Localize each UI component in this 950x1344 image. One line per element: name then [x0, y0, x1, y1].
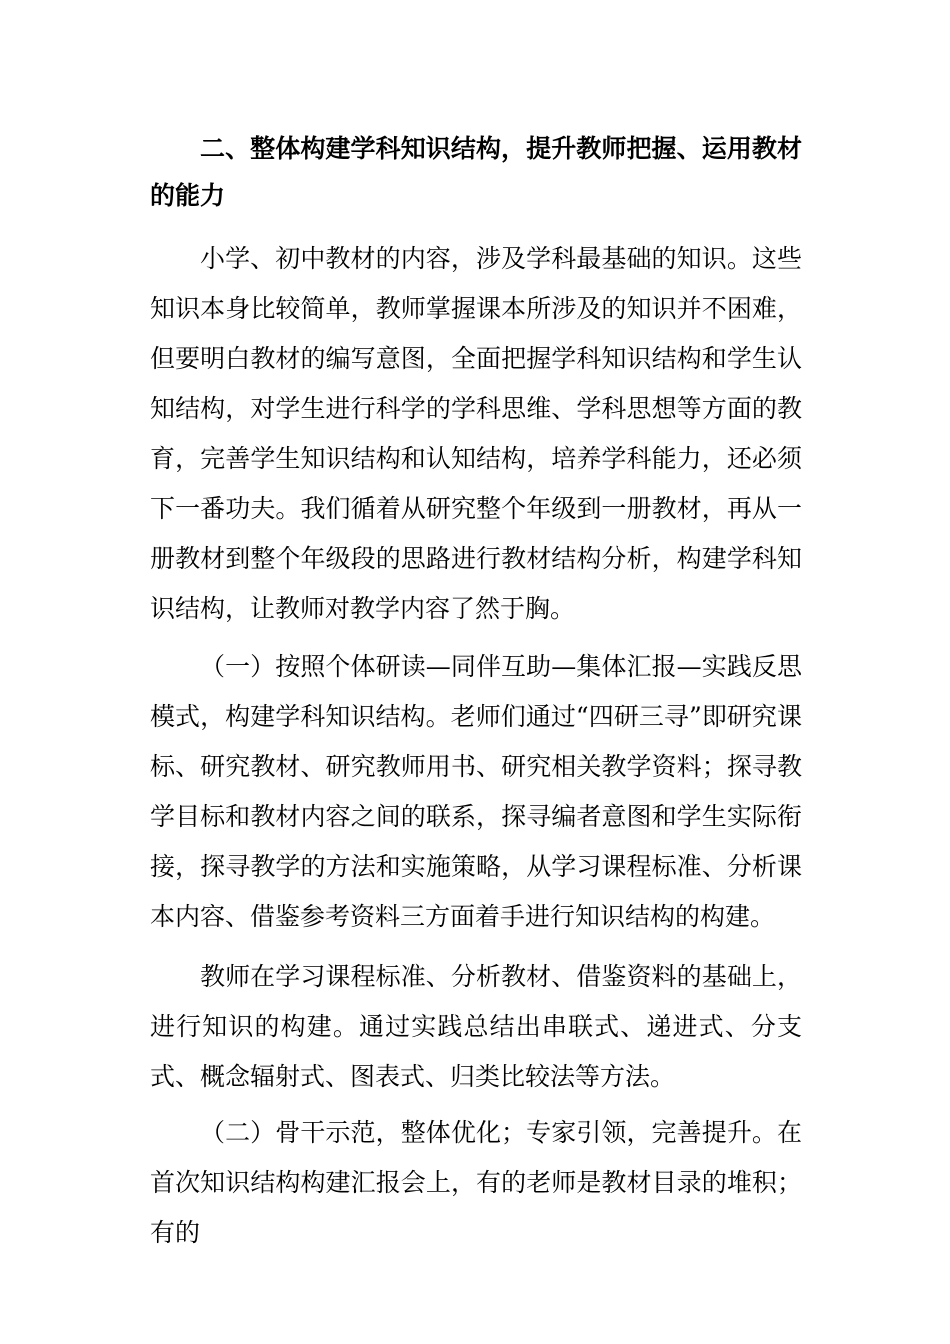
paragraph-method-two: （二）骨干示范，整体优化；专家引领，完善提升。在首次知识结构构建汇报会上，有的老师是教材目录的堆积；有的	[150, 1118, 802, 1247]
section-heading: 二、整体构建学科知识结构，提升教师把握、运用教材的能力	[150, 134, 802, 210]
paragraph-method-one: （一）按照个体研读—同伴互助—集体汇报—实践反思模式，构建学科知识结构。老师们通过“四研三寻”即研究课标、研究教材、研究教师用书、研究相关教学资料；探寻教学目标和教材内容之间的联系，探寻编者意图和学生实际衔接，探寻教学的方法和实施策略，从学习课程标准、分析课本内容、借鉴参考资料三方面着手进行知识结构的构建。	[150, 652, 802, 931]
paragraph-intro: 小学、初中教材的内容，涉及学科最基础的知识。这些知识本身比较简单，教师掌握课本所涉及的知识并不困难，但要明白教材的编写意图，全面把握学科知识结构和学生认知结构，对学生进行科学的学科思维、学科思想等方面的教育，完善学生知识结构和认知结构，培养学科能力，还必须下一番功夫。我们循着从研究整个年级到一册教材，再从一册教材到整个年级段的思路进行教材结构分析，构建学科知识结构，让教师对教学内容了然于胸。	[150, 244, 802, 623]
paragraph-construction-methods: 教师在学习课程标准、分析教材、借鉴资料的基础上，进行知识的构建。通过实践总结出串联式、递进式、分支式、概念辐射式、图表式、归类比较法等方法。	[150, 962, 802, 1091]
document-body	[150, 125, 802, 1247]
